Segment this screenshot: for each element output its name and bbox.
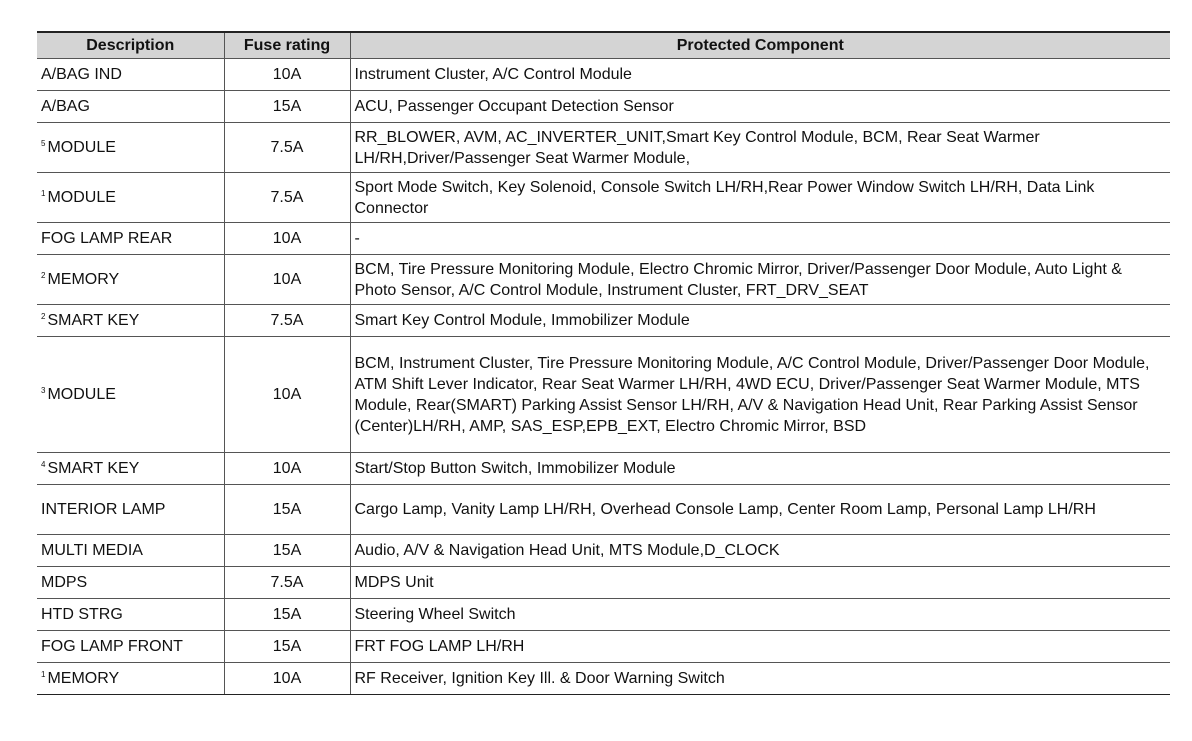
description-text: MEMORY — [47, 670, 120, 687]
description-cell — [37, 337, 224, 453]
description-text: FOG LAMP FRONT — [41, 638, 183, 655]
description-cell — [37, 631, 224, 663]
table-row — [37, 255, 1170, 305]
description-text: SMART KEY — [47, 312, 140, 329]
component-cell: ACU, Passenger Occupant Detection Sensor — [350, 91, 1170, 123]
header-protected-component: Protected Component — [350, 32, 1170, 59]
superscript-index: 3 — [41, 386, 46, 395]
description-text: A/BAG — [41, 98, 90, 115]
rating-cell: 15A — [224, 631, 350, 663]
rating-cell: 15A — [224, 91, 350, 123]
rating-cell: 7.5A — [224, 173, 350, 223]
description-cell — [37, 223, 224, 255]
table-row — [37, 631, 1170, 663]
description-text: SMART KEY — [47, 460, 140, 477]
table-header-row — [37, 32, 1170, 59]
description-text: HTD STRG — [41, 606, 123, 623]
description-text: MEMORY — [47, 271, 120, 288]
component-cell: BCM, Instrument Cluster, Tire Pressure Monitoring Module, A/C Control Module, Driver/Passenger Door Module, ATM Shift Lever Indicator, Rear Seat Warmer LH/RH, 4WD ECU, Driver/Passenger Seat Warmer Module, MTS Module, Rear(SMART) Parking Assist Sensor LH/RH, A/V & Navigation Head Unit, Rear Parking Assist Sensor (Center)LH/RH, AMP, SAS_ESP,EPB_EXT, Electro Chromic Mirror, BSD — [350, 337, 1170, 453]
table-row — [37, 173, 1170, 223]
component-cell: Instrument Cluster, A/C Control Module — [350, 59, 1170, 91]
component-cell: MDPS Unit — [350, 567, 1170, 599]
description-cell — [37, 663, 224, 695]
table-row — [37, 337, 1170, 453]
rating-cell: 15A — [224, 485, 350, 535]
component-cell: FRT FOG LAMP LH/RH — [350, 631, 1170, 663]
table-row — [37, 535, 1170, 567]
superscript-index: 4 — [41, 460, 46, 469]
table-row — [37, 59, 1170, 91]
fuse-table — [37, 31, 1170, 695]
description-text: MODULE — [47, 386, 116, 403]
component-cell: RR_BLOWER, AVM, AC_INVERTER_UNIT,Smart Key Control Module, BCM, Rear Seat Warmer LH/RH,Driver/Passenger Seat Warmer Module, — [350, 123, 1170, 173]
component-cell: Steering Wheel Switch — [350, 599, 1170, 631]
rating-cell: 15A — [224, 599, 350, 631]
description-cell — [37, 305, 224, 337]
description-text: MODULE — [47, 189, 116, 206]
table-row — [37, 485, 1170, 535]
rating-cell: 10A — [224, 255, 350, 305]
component-cell: BCM, Tire Pressure Monitoring Module, Electro Chromic Mirror, Driver/Passenger Door Module, Auto Light & Photo Sensor, A/C Control Module, Instrument Cluster, FRT_DRV_SEAT — [350, 255, 1170, 305]
rating-cell: 10A — [224, 59, 350, 91]
component-cell: - — [350, 223, 1170, 255]
description-cell — [37, 485, 224, 535]
description-cell — [37, 59, 224, 91]
superscript-index: 2 — [41, 271, 46, 280]
table-row — [37, 91, 1170, 123]
rating-cell: 10A — [224, 337, 350, 453]
description-cell — [37, 567, 224, 599]
rating-cell: 7.5A — [224, 123, 350, 173]
table-row — [37, 223, 1170, 255]
rating-cell: 7.5A — [224, 305, 350, 337]
rating-cell: 10A — [224, 453, 350, 485]
description-cell — [37, 173, 224, 223]
component-cell: Sport Mode Switch, Key Solenoid, Console Switch LH/RH,Rear Power Window Switch LH/RH, Data Link Connector — [350, 173, 1170, 223]
table-row — [37, 453, 1170, 485]
component-cell: Audio, A/V & Navigation Head Unit, MTS Module,D_CLOCK — [350, 535, 1170, 567]
header-description: Description — [37, 32, 224, 59]
superscript-index: 1 — [41, 189, 46, 198]
description-text: MODULE — [47, 139, 116, 156]
superscript-index: 2 — [41, 312, 46, 321]
table-row — [37, 305, 1170, 337]
description-cell — [37, 255, 224, 305]
rating-cell: 10A — [224, 663, 350, 695]
superscript-index: 5 — [41, 139, 46, 148]
description-cell — [37, 535, 224, 567]
description-cell — [37, 453, 224, 485]
description-text: MULTI MEDIA — [41, 542, 143, 559]
component-cell: RF Receiver, Ignition Key Ill. & Door Warning Switch — [350, 663, 1170, 695]
description-cell — [37, 599, 224, 631]
superscript-index: 1 — [41, 670, 46, 679]
component-cell: Cargo Lamp, Vanity Lamp LH/RH, Overhead Console Lamp, Center Room Lamp, Personal Lamp LH/RH — [350, 485, 1170, 535]
table-row — [37, 567, 1170, 599]
description-cell — [37, 123, 224, 173]
component-cell: Start/Stop Button Switch, Immobilizer Module — [350, 453, 1170, 485]
rating-cell: 7.5A — [224, 567, 350, 599]
description-text: INTERIOR LAMP — [41, 501, 166, 518]
description-text: MDPS — [41, 574, 88, 591]
rating-cell: 15A — [224, 535, 350, 567]
component-cell: Smart Key Control Module, Immobilizer Module — [350, 305, 1170, 337]
description-text: FOG LAMP REAR — [41, 230, 173, 247]
table-row — [37, 663, 1170, 695]
description-cell — [37, 91, 224, 123]
table-row — [37, 123, 1170, 173]
table-row — [37, 599, 1170, 631]
description-text: A/BAG IND — [41, 66, 122, 83]
header-fuse-rating: Fuse rating — [224, 32, 350, 59]
rating-cell: 10A — [224, 223, 350, 255]
